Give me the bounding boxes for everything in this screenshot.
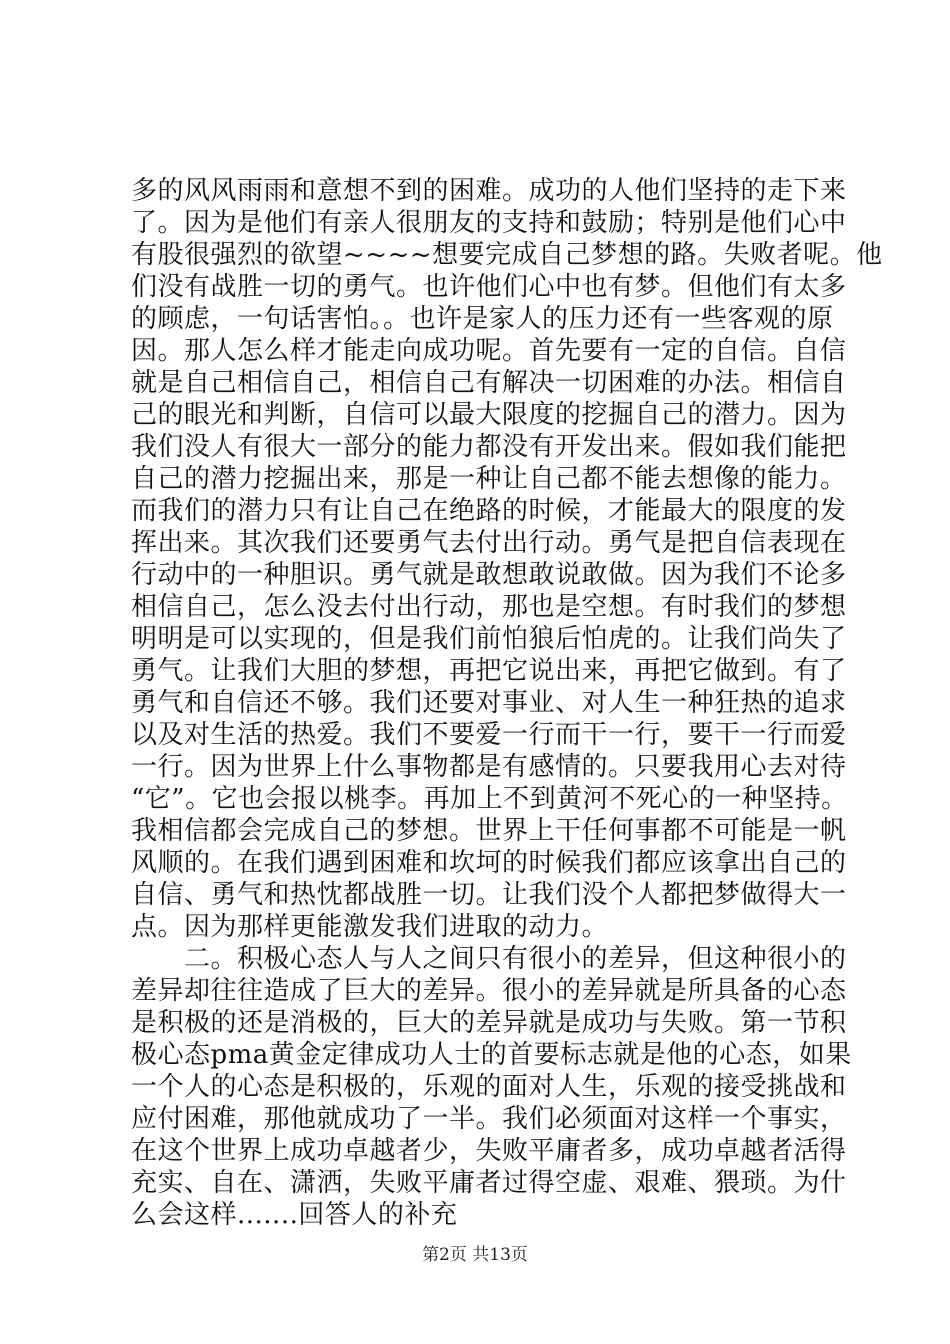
text-line: 极心态pma黄金定律成功人士的首要标志就是他的心态，如果 [131,1040,852,1070]
text-line: 自己的潜力挖掘出来，那是一种让自己都不能去想像的能力。 [131,464,847,494]
text-line: 的顾虑，一句话害怕。。也许是家人的压力还有一些客观的原 [131,304,834,334]
text-line: 了。因为是他们有亲人很朋友的支持和鼓励；特别是他们心中 [131,208,847,238]
document-body [131,175,883,1231]
text-line: 二。积极心态人与人之间只有很小的差异，但这种很小的 [131,944,847,974]
page-number-footer: 第2页 共13页 [422,1245,528,1265]
text-line: 充实、自在、潇洒，失败平庸者过得空虚、艰难、猥琐。为什 [131,1168,847,1198]
text-line: 以及对生活的热爱。我们不要爱一行而干一行，要干一行而爱 [131,720,847,750]
text-line: 应付困难，那他就成功了一半。我们必须面对这样一个事实， [131,1104,847,1134]
text-line: 明明是可以实现的，但是我们前怕狼后怕虎的。让我们尚失了 [131,624,847,654]
text-line: 行动中的一种胆识。勇气就是敢想敢说敢做。因为我们不论多 [131,560,847,590]
text-line: 己的眼光和判断，自信可以最大限度的挖掘自己的潜力。因为 [131,400,847,430]
text-line: 点。因为那样更能激发我们进取的动力。 [131,912,609,942]
text-line: 自信、勇气和热忱都战胜一切。让我们没个人都把梦做得大一 [131,880,847,910]
text-line: 就是自己相信自己，相信自己有解决一切困难的办法。相信自 [131,368,847,398]
text-line: 我们没人有很大一部分的能力都没有开发出来。假如我们能把 [131,432,847,462]
text-line: 一个人的心态是积极的，乐观的面对人生，乐观的接受挑战和 [131,1072,847,1102]
text-line: 么会这样.......回答人的补充 [131,1200,458,1230]
text-line: 勇气。让我们大胆的梦想，再把它说出来，再把它做到。有了 [131,656,847,686]
text-line: “它”。它也会报以桃李。再加上不到黄河不死心的一种坚持。 [131,784,848,814]
text-line: 因。那人怎么样才能走向成功呢。首先要有一定的自信。自信 [131,336,847,366]
text-line: 相信自己，怎么没去付出行动，那也是空想。有时我们的梦想 [131,592,847,622]
text-line: 而我们的潜力只有让自己在绝路的时候，才能最大的限度的发 [131,496,847,526]
text-line: 挥出来。其次我们还要勇气去付出行动。勇气是把自信表现在 [131,528,847,558]
text-line: 是积极的还是消极的，巨大的差异就是成功与失败。第一节积 [131,1008,847,1038]
text-line: 我相信都会完成自己的梦想。世界上干任何事都不可能是一帆 [131,816,847,846]
text-line: 风顺的。在我们遇到困难和坎坷的时候我们都应该拿出自己的 [131,848,847,878]
text-line: 们没有战胜一切的勇气。也许他们心中也有梦。但他们有太多 [131,272,847,302]
text-line: 多的风风雨雨和意想不到的困难。成功的人他们坚持的走下来 [131,176,847,206]
text-line: 在这个世界上成功卓越者少，失败平庸者多，成功卓越者活得 [131,1136,847,1166]
text-line: 勇气和自信还不够。我们还要对事业、对人生一种狂热的追求 [131,688,847,718]
text-line: 差异却往往造成了巨大的差异。很小的差异就是所具备的心态 [131,976,847,1006]
text-line: 有股很强烈的欲望~~~~想要完成自己梦想的路。失败者呢。他 [131,240,883,270]
text-line: 一行。因为世界上什么事物都是有感情的。只要我用心去对待 [131,752,847,782]
